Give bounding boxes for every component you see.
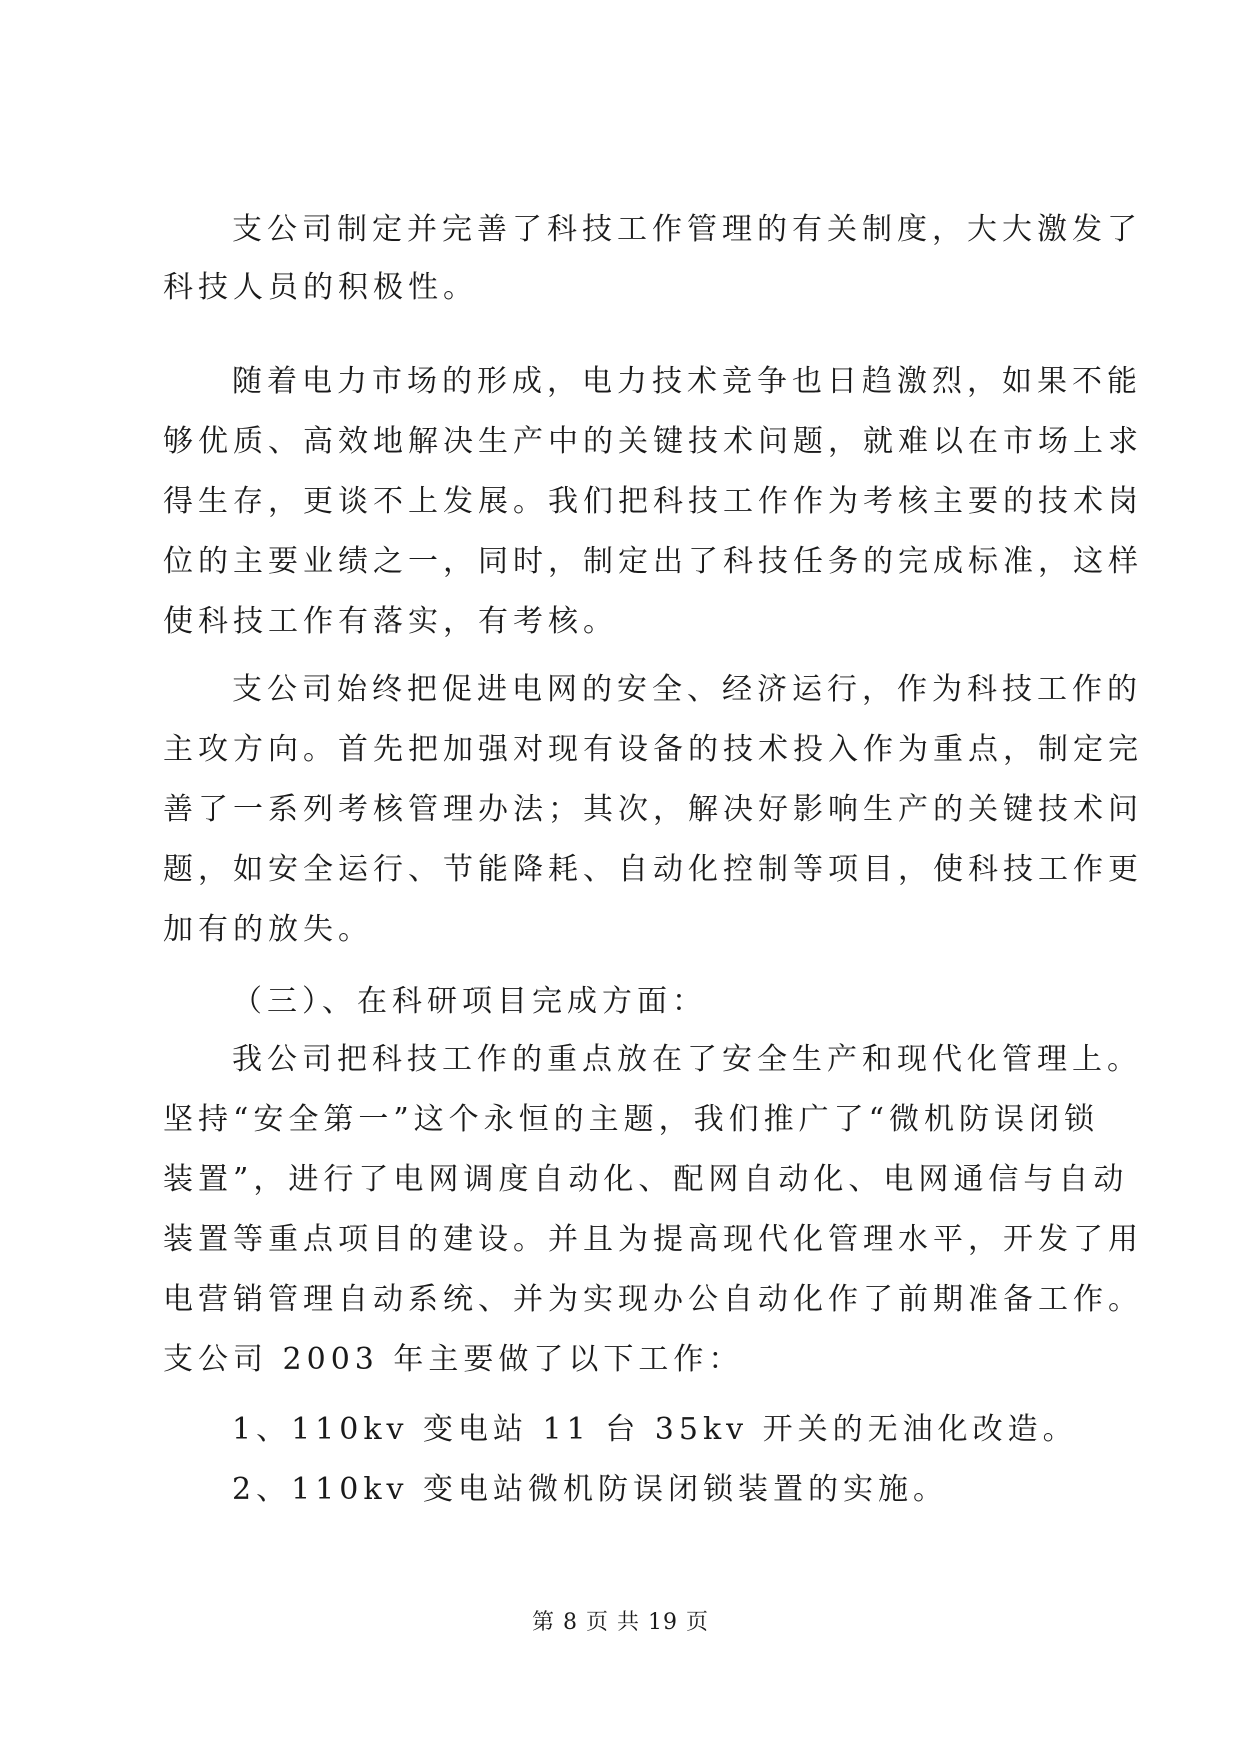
paragraph-line: 得生存，更谈不上发展。我们把科技工作作为考核主要的技术岗 [163, 484, 1143, 519]
paragraph-line: 装置等重点项目的建设。并且为提高现代化管理水平，开发了用 [163, 1222, 1143, 1257]
paragraph-line: 科技人员的积极性。 [163, 270, 478, 305]
paragraph-line: 主攻方向。首先把加强对现有设备的技术投入作为重点，制定完 [163, 732, 1143, 767]
list-item: 2、110kv 变电站微机防误闭锁装置的实施。 [232, 1472, 949, 1507]
paragraph-line: 我公司把科技工作的重点放在了安全生产和现代化管理上。 [232, 1042, 1142, 1077]
paragraph-line: 装置”，进行了电网调度自动化、配网自动化、电网通信与自动 [163, 1162, 1129, 1197]
paragraph-line: 善了一系列考核管理办法；其次，解决好影响生产的关键技术问 [163, 792, 1143, 827]
paragraph-line: 题，如安全运行、节能降耗、自动化控制等项目，使科技工作更 [163, 852, 1143, 887]
list-item: 1、110kv 变电站 11 台 35kv 开关的无油化改造。 [232, 1412, 1078, 1447]
paragraph-line: 加有的放失。 [163, 912, 373, 947]
paragraph-line: 电营销管理自动系统、并为实现办公自动化作了前期准备工作。 [163, 1282, 1143, 1317]
paragraph-line: 支公司制定并完善了科技工作管理的有关制度，大大激发了 [232, 212, 1142, 247]
paragraph-line: 坚持“安全第一”这个永恒的主题，我们推广了“微机防误闭锁 [163, 1102, 1100, 1137]
paragraph-line: 支公司 2003 年主要做了以下工作： [163, 1342, 744, 1377]
paragraph-line: 支公司始终把促进电网的安全、经济运行，作为科技工作的 [232, 672, 1142, 707]
section-heading: （三）、在科研项目完成方面： [232, 984, 707, 1019]
paragraph-line: 使科技工作有落实，有考核。 [163, 604, 618, 639]
paragraph-line: 随着电力市场的形成，电力技术竞争也日趋激烈，如果不能 [232, 364, 1142, 399]
paragraph-line: 够优质、高效地解决生产中的关键技术问题，就难以在市场上求 [163, 424, 1143, 459]
page-number: 第 8 页 共 19 页 [532, 1610, 709, 1635]
paragraph-line: 位的主要业绩之一，同时，制定出了科技任务的完成标准，这样 [163, 544, 1143, 579]
